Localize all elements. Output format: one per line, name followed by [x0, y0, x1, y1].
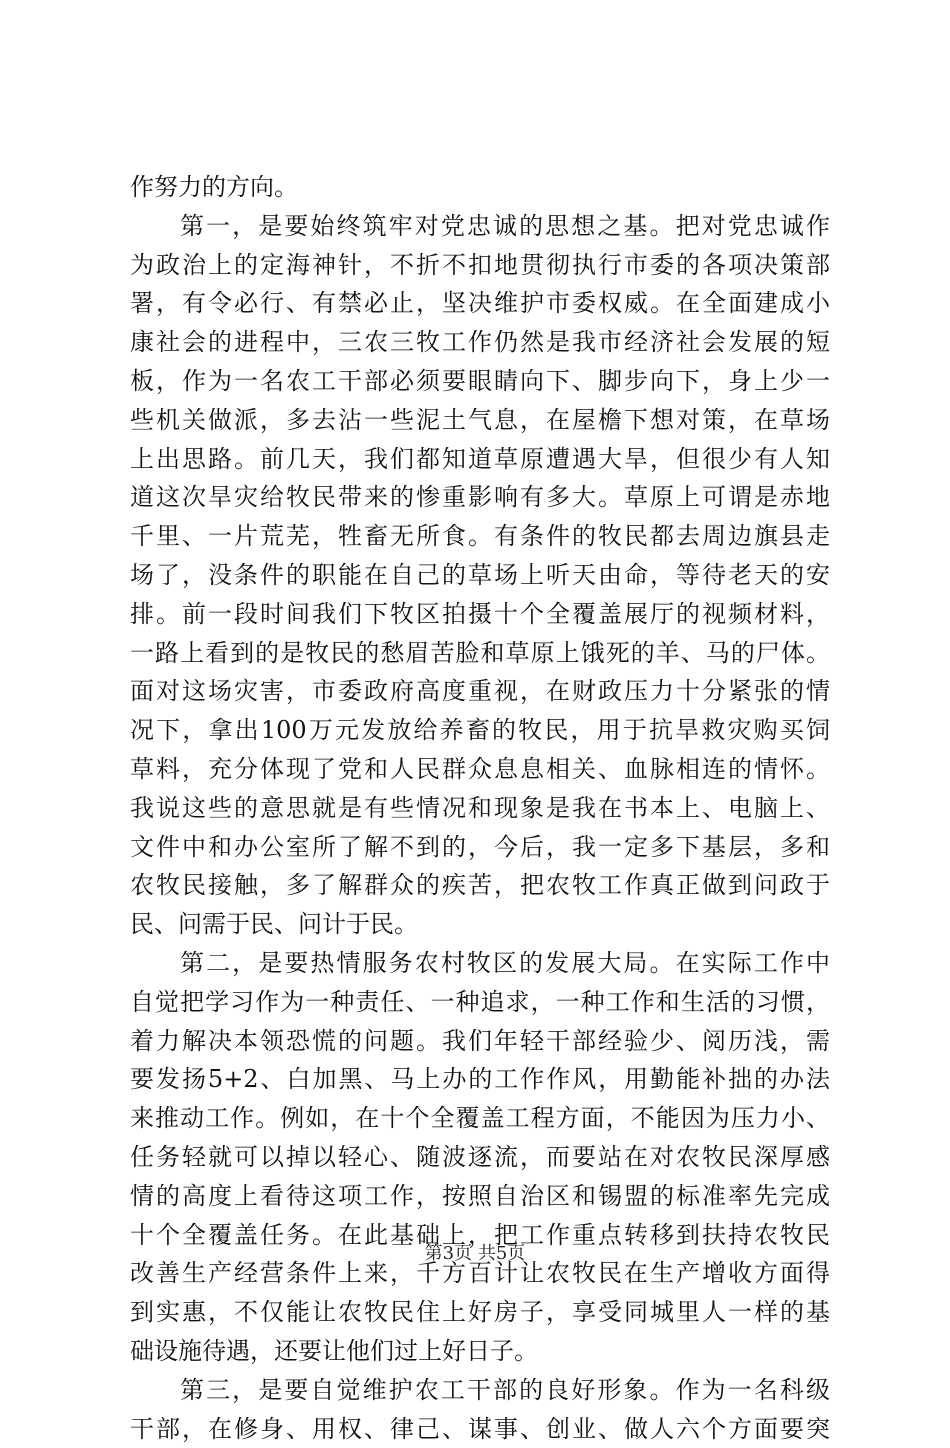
body-line: 道这次旱灾给牧民带来的惨重影响有多大。草原上可谓是赤地	[130, 478, 830, 517]
body-line: 农牧民接触，多了解群众的疾苦，把农牧工作真正做到问政于	[130, 866, 830, 905]
body-line: 文件中和办公室所了解不到的，今后，我一定多下基层，多和	[130, 828, 830, 867]
body-line: 板，作为一名农工干部必须要眼睛向下、脚步向下，身上少一	[130, 362, 830, 401]
body-line: 面对这场灾害，市委政府高度重视，在财政压力十分紧张的情	[130, 672, 830, 711]
body-line: 情的高度上看待这项工作，按照自治区和锡盟的标准率先完成	[130, 1177, 830, 1216]
body-line: 自觉把学习作为一种责任、一种追求，一种工作和生活的习惯，	[130, 983, 830, 1022]
paragraph-end-line: 础设施待遇，还要让他们过上好日子。	[130, 1332, 830, 1371]
paragraph-start-line: 第一，是要始终筑牢对党忠诚的思想之基。把对党忠诚作	[130, 207, 830, 246]
body-line: 为政治上的定海神针，不折不扣地贯彻执行市委的各项决策部	[130, 246, 830, 285]
body-line: 排。前一段时间我们下牧区拍摄十个全覆盖展厅的视频材料，	[130, 595, 830, 634]
body-line: 作努力的方向。	[130, 168, 830, 207]
body-line: 我说这些的意思就是有些情况和现象是我在书本上、电脑上、	[130, 789, 830, 828]
body-line: 要发扬5+2、白加黑、马上办的工作作风，用勤能补拙的办法	[130, 1060, 830, 1099]
body-line: 些机关做派，多去沾一些泥土气息，在屋檐下想对策，在草场	[130, 401, 830, 440]
body-line: 况下，拿出100万元发放给养畜的牧民，用于抗旱救灾购买饲	[130, 711, 830, 750]
body-line: 一路上看到的是牧民的愁眉苦脸和草原上饿死的羊、马的尸体。	[130, 634, 830, 673]
body-line: 上出思路。前几天，我们都知道草原遭遇大旱，但很少有人知	[130, 440, 830, 479]
page-number-footer: 第3页 共5页	[0, 1242, 950, 1266]
body-line: 场了，没条件的职能在自己的草场上听天由命，等待老天的安	[130, 556, 830, 595]
body-line: 任务轻就可以掉以轻心、随波逐流，而要站在对农牧民深厚感	[130, 1138, 830, 1177]
paragraph-start-line: 第三，是要自觉维护农工干部的良好形象。作为一名科级	[130, 1371, 830, 1410]
body-line: 到实惠，不仅能让农牧民住上好房子，享受同城里人一样的基	[130, 1293, 830, 1332]
body-line: 千里、一片荒芜，牲畜无所食。有条件的牧民都去周边旗县走	[130, 517, 830, 556]
body-line: 康社会的进程中，三农三牧工作仍然是我市经济社会发展的短	[130, 323, 830, 362]
body-line: 署，有令必行、有禁必止，坚决维护市委权威。在全面建成小	[130, 284, 830, 323]
body-line: 十个全覆盖任务。在此基础上，把工作重点转移到扶持农牧民	[130, 1216, 830, 1255]
paragraph-end-line: 民、问需于民、问计于民。	[130, 905, 830, 944]
body-line: 来推动工作。例如，在十个全覆盖工程方面，不能因为压力小、	[130, 1099, 830, 1138]
body-line: 着力解决本领恐慌的问题。我们年轻干部经验少、阅历浅，需	[130, 1022, 830, 1061]
paragraph-start-line: 第二，是要热情服务农村牧区的发展大局。在实际工作中	[130, 944, 830, 983]
body-line: 草料，充分体现了党和人民群众息息相关、血脉相连的情怀。	[130, 750, 830, 789]
body-line: 改善生产经营条件上来，千方百计让农牧民在生产增收方面得	[130, 1254, 830, 1293]
body-line: 干部，在修身、用权、律己、谋事、创业、做人六个方面要突	[130, 1410, 830, 1448]
